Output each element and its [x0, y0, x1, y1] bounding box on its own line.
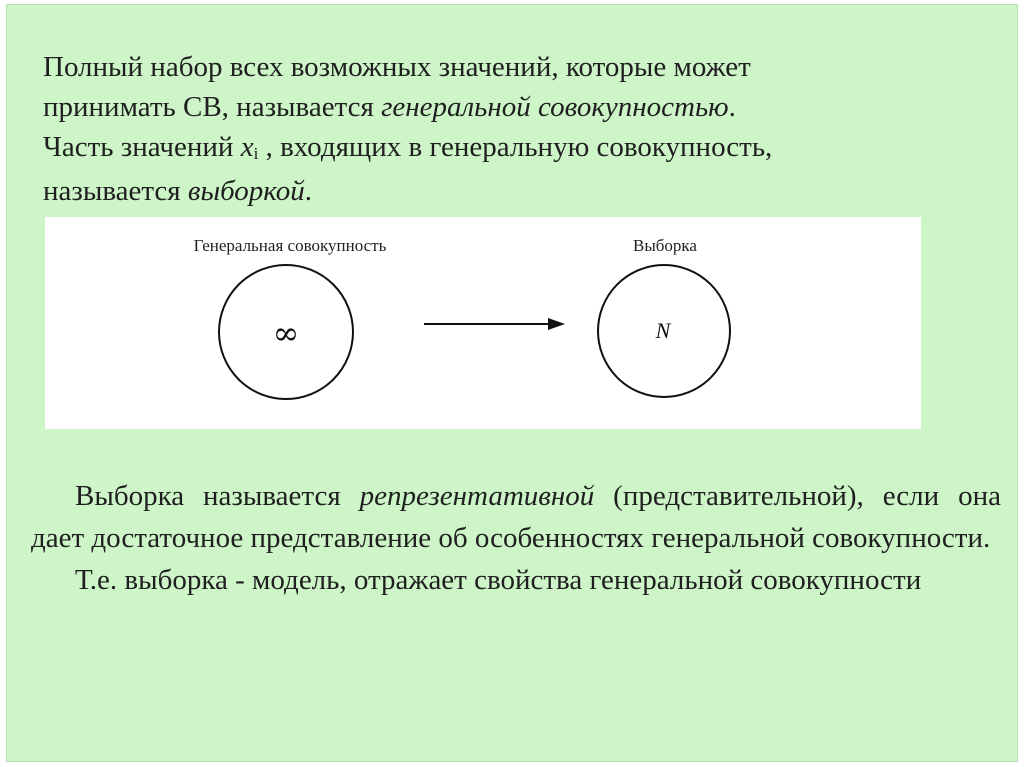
representative-text	[31, 475, 1001, 601]
model-paragraph: Т.е. выборка - модель, отражает свойства генеральной совокупности	[75, 564, 922, 596]
infinity-symbol: ∞	[272, 314, 300, 352]
paragraph-1-end: (представительной), если она дает достаточное представление об особенностях генеральной совокупности.	[31, 480, 1001, 554]
representative-term: репрезентативной	[359, 480, 595, 512]
definition-line-3	[43, 127, 973, 171]
population-label: Генеральная совокупность	[193, 236, 387, 255]
sample-size-symbol: N	[655, 318, 671, 343]
line-3-end: , входящих в генеральную совокупность,	[258, 131, 773, 163]
population-sample-diagram	[45, 217, 921, 429]
sample-term: выборкой	[187, 175, 305, 207]
sample-label: Выборка	[633, 236, 697, 255]
line-1-text: Полный набор всех возможных значений, которые может	[43, 51, 751, 83]
definition-line-1	[43, 47, 973, 87]
paragraph-1-start: Выборка называется	[75, 480, 360, 512]
subscript-i: i	[253, 144, 259, 163]
definition-line-4	[43, 171, 973, 211]
line-2-period: .	[728, 91, 736, 123]
representative-paragraph	[31, 475, 1001, 559]
line-3-text: Часть значений	[43, 131, 241, 163]
arrow-head-icon	[548, 318, 565, 330]
general-population-term: генеральной совокупностью	[381, 91, 729, 123]
line-4-text: называется	[43, 175, 188, 207]
line-4-period: .	[304, 175, 313, 207]
variable-x: x	[240, 131, 254, 163]
slide	[6, 4, 1018, 762]
definition-line-2	[43, 87, 973, 127]
line-2-text: принимать СВ, называется	[43, 91, 382, 123]
definition-text	[43, 47, 973, 211]
